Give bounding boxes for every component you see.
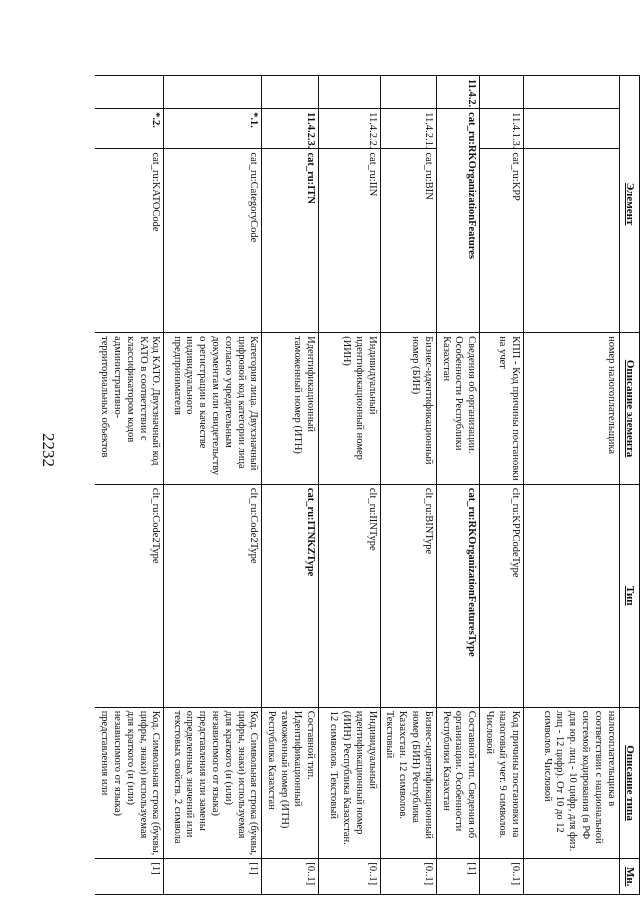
cell-section xyxy=(380,76,436,109)
rotated-page xyxy=(95,75,640,895)
cell-mult: [1] xyxy=(436,859,479,895)
cell-mult: [0..1] xyxy=(380,859,436,895)
cell-element-desc: КПП - Код причины постановки на учет xyxy=(480,333,523,485)
header-mult: Мн. xyxy=(619,859,639,895)
elements-table xyxy=(95,75,640,895)
cell-element-desc: Бизнес-идентификационный номер (БИН) xyxy=(380,333,436,485)
table-row xyxy=(436,76,479,895)
cell-number: 11.4.1.3. xyxy=(480,109,523,149)
cell-number: *.2. xyxy=(95,109,164,149)
cell-type: clt_ru:IINType xyxy=(318,484,380,707)
cell-type xyxy=(523,484,619,707)
cell-element: cat_ru:RKOrganizationFeatures xyxy=(436,109,479,333)
cell-element: cat_ru:CategoryCode xyxy=(164,149,262,333)
cell-mult: [1] xyxy=(164,859,262,895)
cell-element: cat_ru:KATOCode xyxy=(95,149,164,333)
cell-element: cat_ru:IIN xyxy=(318,149,380,333)
cell-type: cat_ru:ITNKZType xyxy=(262,484,318,707)
table-row xyxy=(480,76,523,895)
cell-element: cat_ru:BIN xyxy=(380,149,436,333)
cell-type: clt_ru:Code2Type xyxy=(164,484,262,707)
cell-element-desc: Код КАТО. Двухзначный код КАТО в соответствии с классификатором кодов административно-территориальных объектов xyxy=(95,333,164,485)
cell-type: clt_ru:BINType xyxy=(380,484,436,707)
cell-type: clt_ru:Code2Type xyxy=(95,484,164,707)
cell-mult: [1] xyxy=(95,859,164,895)
cell-number: *.1. xyxy=(164,109,262,149)
table-row xyxy=(262,76,318,895)
cell-type-desc: Составной тип. Идентификационный таможенный номер (ИТН) Республика Казахстан xyxy=(262,707,318,859)
cell-element: cat_ru:KPP xyxy=(480,149,523,333)
cell-type-desc: Индивидуальный идентификационный номер (ИИН) Республика Казахстан. 12 символов. Текстовый xyxy=(318,707,380,859)
header-type: Тип xyxy=(619,484,639,707)
header-element: Элемент xyxy=(619,76,639,333)
cell-element-desc: Идентификационный таможенный номер (ИТН) xyxy=(262,333,318,485)
table-row xyxy=(95,76,164,895)
table-row xyxy=(523,76,619,895)
rotated-table-area xyxy=(95,75,640,895)
header-type-desc: Описание типа xyxy=(619,707,639,859)
cell-section xyxy=(318,76,380,109)
cell-number: 11.4.2.3. xyxy=(262,109,318,149)
cell-type-desc: Составной тип. Сведения об организации. Особенности Республики Казахстан xyxy=(436,707,479,859)
cell-type-desc: Код. Символьная строка (буквы, цифры, знаки) используемая для краткого (и (или) независимого от языка) представления или xyxy=(95,707,164,859)
cell-element-desc: Категория лица. Двухзначный цифровой код категории лица согласно учредительным документам или свидетельству о регистрации в качестве индивидуального предпринимателя xyxy=(164,333,262,485)
cell-type-desc: Бизнес-идентификационный номер (БИН) Республика Казахстан. 12 символов. Текстовый xyxy=(380,707,436,859)
table-row xyxy=(380,76,436,895)
cell-number xyxy=(523,109,619,149)
cell-element-desc: Индивидуальный идентификационный номер (ИИН) xyxy=(318,333,380,485)
cell-element xyxy=(523,149,619,333)
header-element-desc: Описание элемента xyxy=(619,333,639,485)
table-header-row xyxy=(619,76,639,895)
cell-section xyxy=(523,76,619,109)
cell-type: cat_ru:RKOrganizationFeaturesType xyxy=(436,484,479,707)
cell-element-desc: Сведения об организации. Особенности Республики Казахстан xyxy=(436,333,479,485)
page-number: 2232 xyxy=(39,433,58,467)
cell-section xyxy=(262,76,318,109)
cell-mult: [0..1] xyxy=(480,859,523,895)
cell-number: 11.4.2.2. xyxy=(318,109,380,149)
cell-mult xyxy=(523,859,619,895)
cell-element: cat_ru:ITN xyxy=(262,149,318,333)
cell-mult: [0..1] xyxy=(262,859,318,895)
cell-section xyxy=(164,76,262,109)
cell-element-desc: номер налогоплательщика xyxy=(523,333,619,485)
table-row xyxy=(318,76,380,895)
cell-type-desc: Код. Символьная строка (буквы, цифры, знаки) используемая для краткого (и (или) независимого от языка) представления или замены определенных значений или текстовых свойств. 2 символа xyxy=(164,707,262,859)
cell-type-desc: Код причины постановки на налоговый учет. 9 символов. Числовой xyxy=(480,707,523,859)
cell-section xyxy=(95,76,164,109)
cell-section: 11.4.2. xyxy=(436,76,479,109)
cell-number: 11.4.2.1. xyxy=(380,109,436,149)
cell-type: clt_ru:KPPCodeType xyxy=(480,484,523,707)
cell-type-desc: налогоплательщика в соответствии с национальной системой кодирования (в РФ для юр. лиц - 10 цифр, для физ. лиц - 12 цифр). От 10 до 12 символов. Числовой xyxy=(523,707,619,859)
cell-mult: [0..1] xyxy=(318,859,380,895)
cell-section xyxy=(480,76,523,109)
table-row xyxy=(164,76,262,895)
